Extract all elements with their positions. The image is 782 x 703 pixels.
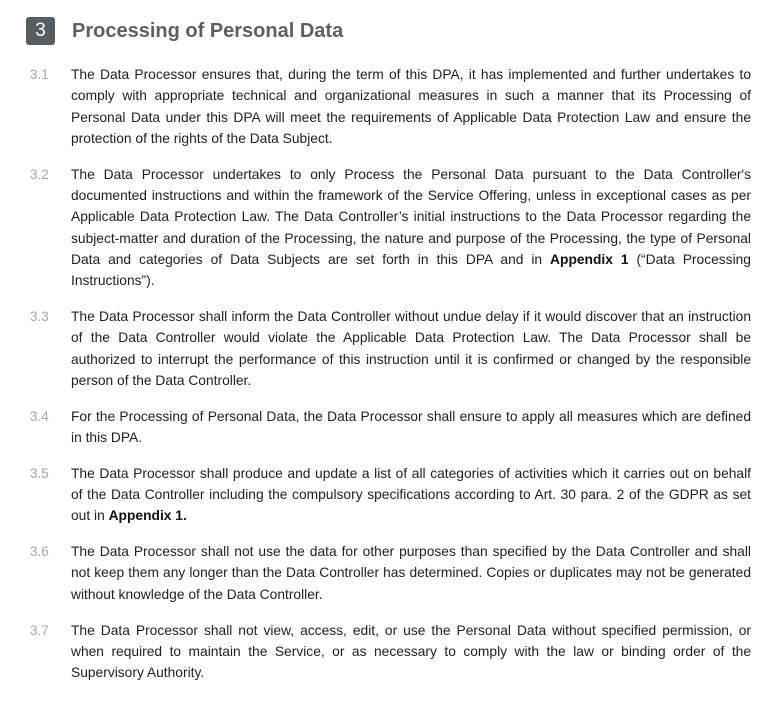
clause-body: For the Processing of Personal Data, the Data Processor shall ensure to apply all measures which are defined in this DPA. — [71, 408, 751, 445]
section-header — [26, 17, 343, 45]
clause-text — [71, 620, 751, 684]
clause-3-6 — [0, 541, 782, 605]
clause-number: 3.5 — [30, 465, 49, 481]
clause-body: The Data Processor shall not use the data for other purposes than specified by the Data Controller and shall not keep them any longer than the Data Controller has determined. Copies or duplicates may not be generated without knowledge of the Data Controller. — [71, 544, 751, 602]
clause-body: The Data Processor shall not view, access, edit, or use the Personal Data without specified permission, or when required to maintain the Service, or as necessary to comply with the law or binding order of the Supervisory Authority. — [71, 622, 751, 681]
clause-3-7 — [0, 620, 782, 684]
clause-number: 3.4 — [30, 408, 49, 424]
clause-3-1 — [0, 64, 782, 149]
clause-number: 3.7 — [30, 622, 49, 638]
clause-text — [71, 541, 751, 605]
clause-3-2 — [0, 164, 782, 292]
clause-body: The Data Processor shall produce and update a list of all categories of activities which it carries out on behalf of the Data Controller including the compulsory specifications according to Art. 30 para. 2 of the GDPR as set out in — [71, 465, 751, 524]
clause-text — [71, 306, 751, 391]
clause-3-4 — [0, 406, 782, 449]
appendix-reference: Appendix 1 — [550, 251, 629, 267]
clause-number: 3.1 — [30, 67, 49, 82]
clause-text — [71, 164, 751, 292]
appendix-reference: Appendix 1. — [108, 508, 187, 524]
clause-3-3 — [0, 306, 782, 391]
clause-number: 3.3 — [30, 308, 49, 324]
clause-text — [71, 463, 751, 527]
clause-body: The Data Processor shall inform the Data Controller without undue delay if it would discover that an instruction of the Data Controller would violate the Applicable Data Protection Law. The Data Processor shall be authorized to interrupt the performance of this instruction until it is confirmed or changed by the responsible person of the Data Controller. — [71, 308, 751, 388]
clause-3-5 — [0, 463, 782, 527]
clause-number: 3.2 — [30, 166, 49, 182]
clause-text — [71, 64, 751, 149]
clause-text — [71, 406, 751, 449]
clause-body: The Data Processor undertakes to only Process the Personal Data pursuant to the Data Controller's documented instructions and within the framework of the Service Offering, unless in exceptional cases as per Applicable Data Protection Law. The Data Controller’s initial instructions to the Data Processor regarding the subject-matter and duration of the Processing, the nature and purpose of the Processing, the type of Personal Data and categories of Data Subjects are set forth in this DPA and in — [71, 166, 751, 267]
clause-list — [0, 64, 782, 698]
clause-body: The Data Processor ensures that, during the term of this DPA, it has implemented and further undertakes to comply with appropriate technical and organizational measures in such a manner that its Processing of Personal Data under this DPA will meet the requirements of Applicable Data Protection Law and ensure the protection of the rights of the Data Subject. — [71, 67, 751, 146]
section-title: Processing of Personal Data — [72, 19, 344, 42]
section-number-badge: 3 — [26, 17, 55, 45]
clause-body-end: (“Data Processing Instructions”). — [71, 251, 751, 289]
clause-number: 3.6 — [30, 544, 49, 560]
